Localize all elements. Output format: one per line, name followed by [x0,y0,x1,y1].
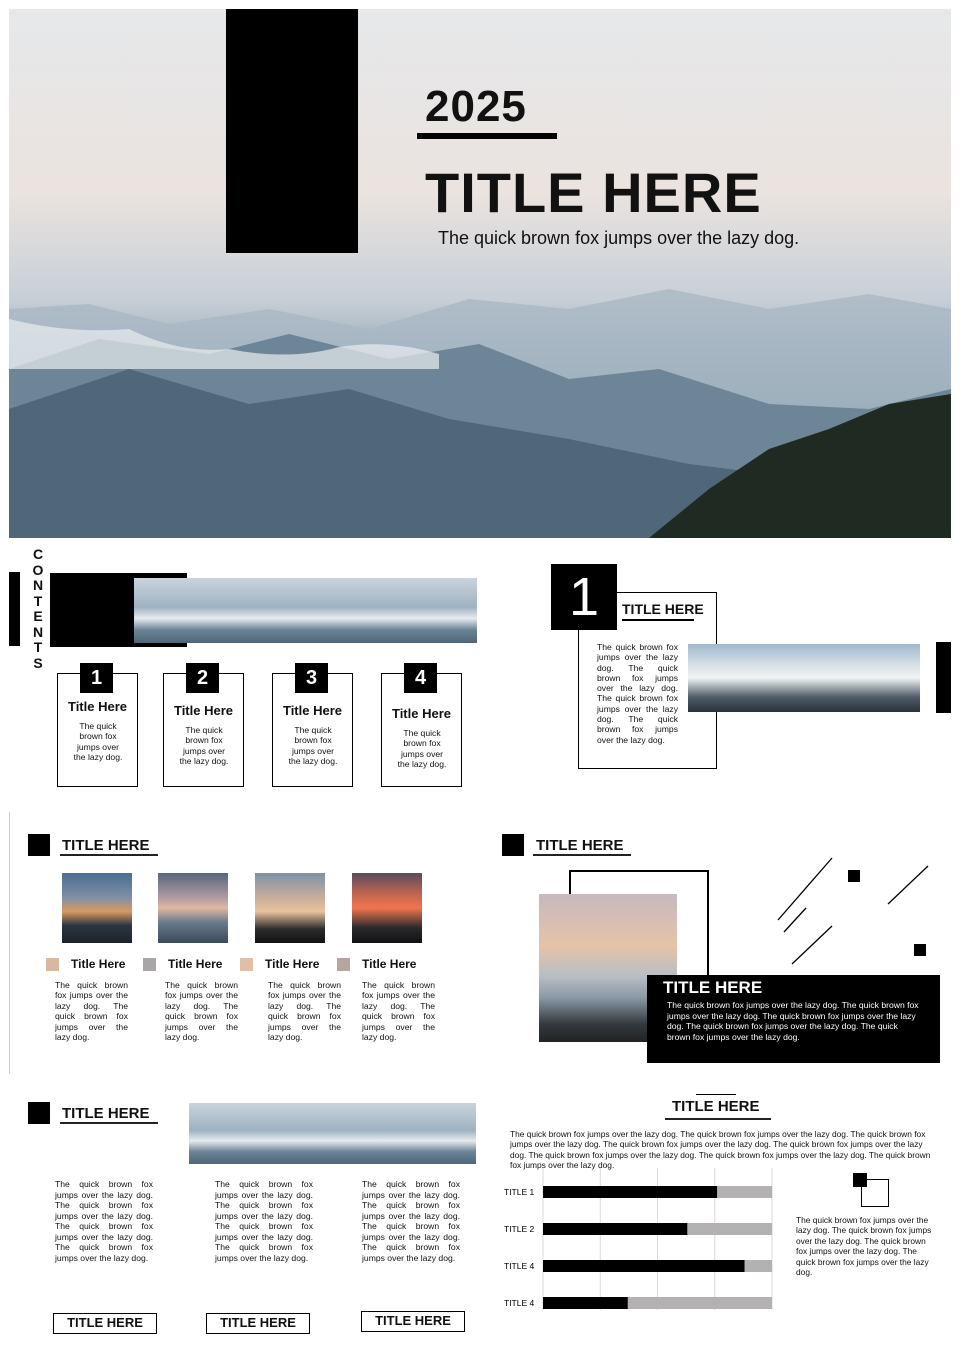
section1-side-bar [936,642,951,713]
section1-text: The quick brown fox jumps over the lazy dog. The quick brown fox jumps over the lazy dog. The quick brown fox jumps over the lazy dog. The quick brown fox jumps over the lazy dog. [597,642,678,745]
columns-title-underline [60,1122,158,1124]
contents-card-text: The quick brown fox jumps over the lazy dog. [73,721,123,763]
gallery-item-text: The quick brown fox jumps over the lazy dog. The quick brown fox jumps over the lazy dog. [165,980,238,1043]
section1-photo [688,644,920,712]
column-text: The quick brown fox jumps over the lazy dog. The quick brown fox jumps over the lazy dog. The quick brown fox jumps over the lazy dog. The quick brown fox jumps over the lazy dog. [215,1179,313,1263]
section1-title-underline [622,619,694,621]
gallery-item-title: Title Here [71,957,126,971]
contents-card-number: 3 [295,663,328,693]
chart-side-text: The quick brown fox jumps over the lazy dog. The quick brown fox jumps over the lazy dog. The quick brown fox jumps over the lazy dog. The quick brown fox jumps over the lazy dog. [796,1215,932,1278]
contents-card-number: 1 [80,663,113,693]
contents-card-number: 4 [404,663,437,693]
feature-box-text: The quick brown fox jumps over the lazy dog. The quick brown fox jumps over the lazy dog. The quick brown fox jumps over the lazy dog. The quick brown fox jumps over the lazy dog. The quick brown fox jumps over the lazy dog. [667,1000,919,1042]
contents-card-title: Title Here [282,703,342,718]
bar-chart [500,1168,780,1316]
column-title-button[interactable]: TITLE HERE [53,1313,157,1334]
chart-section-title: TITLE HERE [672,1098,760,1115]
gallery-item-title: Title Here [168,957,223,971]
contents-card-text: The quick brown fox jumps over the lazy dog. [179,725,229,767]
gallery-photo [158,873,228,943]
gallery-item-text: The quick brown fox jumps over the lazy dog. The quick brown fox jumps over the lazy dog. [55,980,128,1043]
chart-bar [543,1260,745,1272]
feature-box-title: TITLE HERE [663,978,763,997]
feature-decoration [770,852,940,972]
gallery-item-text: The quick brown fox jumps over the lazy dog. The quick brown fox jumps over the lazy dog. [268,980,341,1043]
gallery-swatch [240,958,253,971]
contents-side-bar [9,572,20,646]
gallery-square [28,834,50,856]
feature-title: TITLE HERE [536,837,624,854]
column-text: The quick brown fox jumps over the lazy dog. The quick brown fox jumps over the lazy dog. The quick brown fox jumps over the lazy dog. The quick brown fox jumps over the lazy dog. [362,1179,460,1263]
hero-year-underline [417,133,557,139]
hero-year: 2025 [425,82,527,131]
columns-square [28,1102,50,1124]
gallery-left-rule [9,812,10,1074]
feature-title-underline [533,854,631,856]
column-text: The quick brown fox jumps over the lazy dog. The quick brown fox jumps over the lazy dog. The quick brown fox jumps over the lazy dog. The quick brown fox jumps over the lazy dog. [55,1179,153,1263]
column-title-button[interactable]: TITLE HERE [206,1313,310,1334]
gallery-item-title: Title Here [265,957,320,971]
contents-banner-photo [134,578,477,643]
chart-title-underline [665,1118,771,1120]
gallery-title-underline [60,854,158,856]
contents-card-title: Title Here [391,706,451,721]
gallery-photo [62,873,132,943]
chart-category-label: TITLE 1 [504,1187,535,1197]
columns-banner-photo [189,1103,476,1164]
chart-bar [543,1186,717,1198]
gallery-swatch [337,958,350,971]
column-title-button[interactable]: TITLE HERE [361,1311,465,1332]
gallery-item-text: The quick brown fox jumps over the lazy dog. The quick brown fox jumps over the lazy dog. [362,980,435,1043]
chart-title-topline [696,1094,736,1095]
hero-title: TITLE HERE [425,161,762,224]
contents-card-title: Title Here [67,699,127,714]
chart-bar [543,1223,687,1235]
chart-side-icon [853,1173,889,1207]
chart-category-label: TITLE 4 [504,1261,535,1271]
gallery-swatch [143,958,156,971]
section1-number: 1 [551,564,617,630]
gallery-title: TITLE HERE [62,837,150,854]
section1-title: TITLE HERE [622,601,704,617]
hero-subtitle: The quick brown fox jumps over the lazy dog. [438,228,800,248]
chart-bar [543,1297,628,1309]
chart-intro: The quick brown fox jumps over the lazy dog. The quick brown fox jumps over the lazy dog. The quick brown fox jumps over the lazy dog. The quick brown fox jumps over the lazy dog. The quick brown fox jumps over the lazy dog. The quick brown fox jumps over the lazy dog. The quick brown fox jumps over the lazy dog. The quick brown fox jumps over the lazy dog. [510,1129,931,1171]
chart-category-label: TITLE 2 [504,1224,535,1234]
contents-card-text: The quick brown fox jumps over the lazy dog. [288,725,338,767]
contents-vertical-label: CONTENTS [32,546,44,671]
gallery-swatch [46,958,59,971]
columns-title: TITLE HERE [62,1105,150,1122]
contents-card-number: 2 [186,663,219,693]
gallery-photo [352,873,422,943]
gallery-item-title: Title Here [362,957,417,971]
gallery-photo [255,873,325,943]
contents-card-title: Title Here [173,703,233,718]
chart-category-label: TITLE 4 [504,1298,535,1308]
feature-square [502,834,524,856]
contents-card-text: The quick brown fox jumps over the lazy dog. [397,728,447,770]
hero-black-block [226,9,358,253]
